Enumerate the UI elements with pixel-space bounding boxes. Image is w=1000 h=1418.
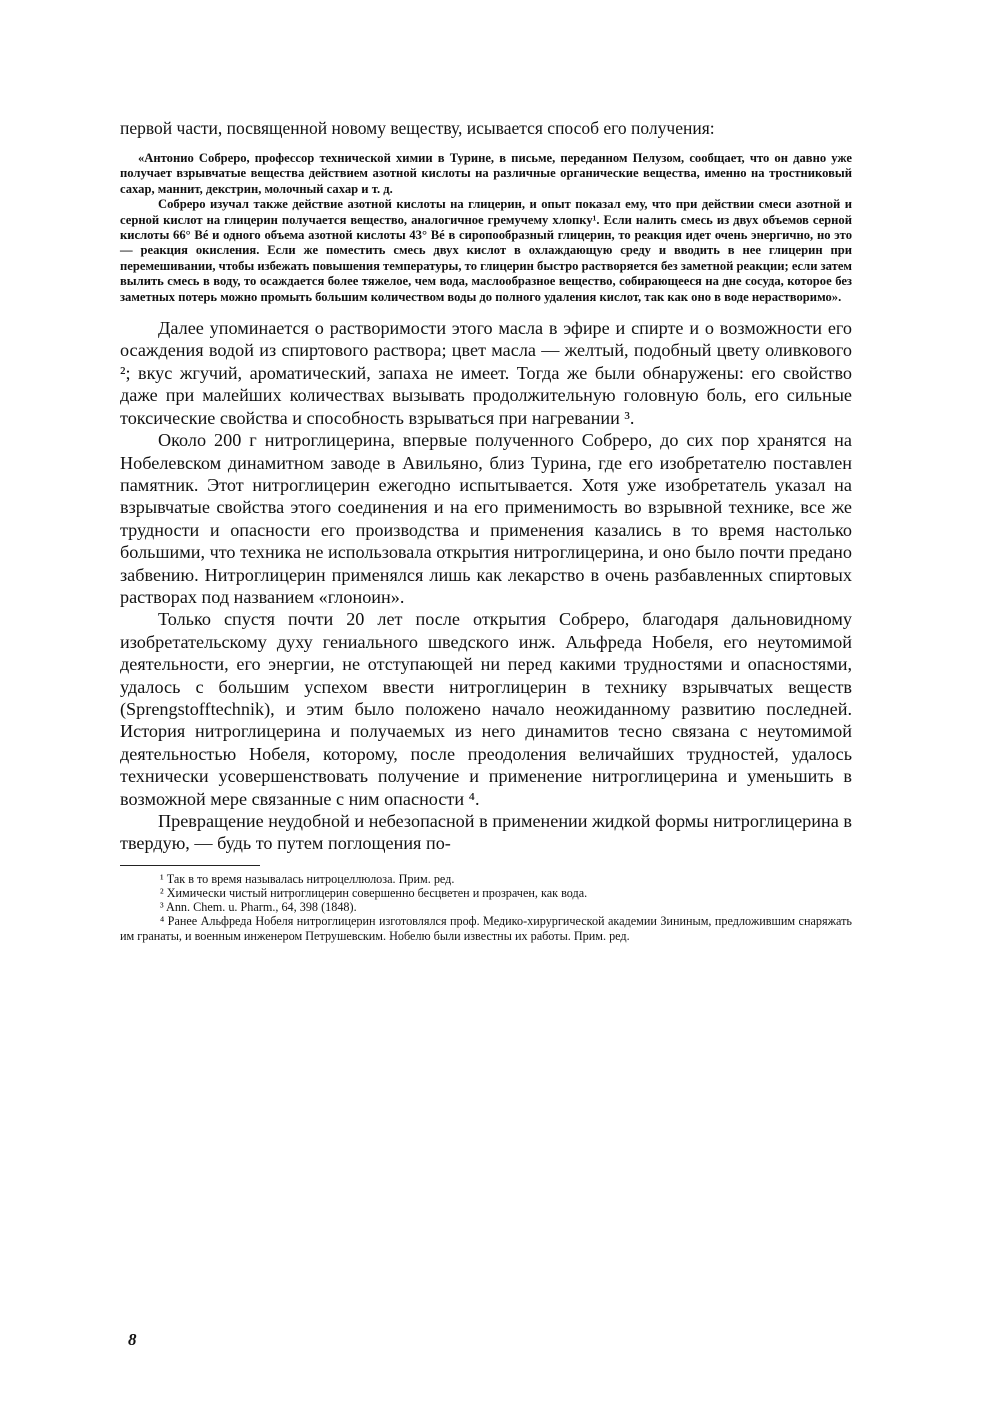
- footnote: ² Химически чистый нитроглицерин совершенно бесцветен и прозрачен, как вода.: [160, 886, 588, 901]
- footnote-separator: [120, 865, 260, 866]
- page-number: 8: [128, 1330, 137, 1349]
- footnotes: [120, 872, 852, 943]
- body-paragraph: Только спустя почти 20 лет после открытия Собреро, благодаря дальновидному изобретательскому духу гениального шведского инж. Альфреда Нобеля, его неутомимой деятельности, его энергии, не отступающей ни перед какими трудностями и опасностями, удалось с большим успехом ввести нитроглицерин в технику взрывчатых веществ (Sprengstofftechnik), и этим было положено начало неожиданному развитию последней. История нитроглицерина и получаемых из него динамитов тесно связана с неутомимой деятельностью Нобеля, которому, после преодоления величайших трудностей, удалось технически усовершенствовать получение и применение нитроглицерина и уменьшить в возможной мере связанные с ним опасности ⁴.: [120, 609, 852, 809]
- footnote: ¹ Так в то время называлась нитроцеллюлоза. Прим. ред.: [160, 871, 455, 886]
- quotation-block: [120, 151, 852, 305]
- body-paragraph: Около 200 г нитроглицерина, впервые полученного Собреро, до сих пор хранятся на Нобелевском динамитном заводе в Авильяно, близ Турина, где его изобретателю поставлен памятник. Этот нитроглицерин ежегодно испытывается. Хотя уже изобретатель указал на взрывчатые свойства этого соединения и на его применимость во взрывной технике, все же трудности и опасности его производства и применения казались в то время настолько большими, что техника не использовала открытия нитроглицерина, и оно было почти предано забвению. Нитроглицерин применялся лишь как лекарство в очень разбавленных спиртовых растворах под названием «глоноин».: [120, 430, 852, 607]
- intro-text: первой части, посвященной новому веществу, исывается способ его получения:: [120, 118, 715, 138]
- page-content: [120, 118, 852, 943]
- footnote: ³ Ann. Chem. u. Pharm., 64, 398 (1848).: [160, 900, 357, 915]
- body-paragraph: Далее упоминается о растворимости этого масла в эфире и спирте и о возможности его осаждения водой из спиртового раствора; цвет масла — желтый, подобный цвету оливкового ²; вкус жгучий, ароматический, запаха не имеет. Тогда же были обнаружены: его свойство даже при малейших количествах вызывать продолжительную головную боль, его сильные токсические свойства и способность взрываться при нагревании ³.: [120, 318, 852, 428]
- body-text: [120, 317, 852, 855]
- quote-paragraph: «Антонио Собреро, профессор технической химии в Турине, в письме, переданном Пелузом, сообщает, что он давно уже получает взрывчатые вещества действием азотной кислоты на различные органические вещества, именно на тростниковый сахар, маннит, декстрин, молочный сахар и т. д.: [120, 151, 852, 196]
- quote-paragraph: Собреро изучал также действие азотной кислоты на глицерин, и опыт показал ему, что при действии смеси азотной и серной кислот на глицерин получается вещество, аналогичное гремучему хлопку¹. Если налить смесь из двух объемов серной кислоты 66° Bé и одного объема азотной кислоты 43° Bé в сиропообразный глицерин, то реакция идет очень энергично, но это — реакция окисления. Если же поместить смесь двух кислот в охлаждающую среду и вводить в нее глицерин при перемешивании, чтобы избежать повышения температуры, то глицерин быстро растворяется без заметной реакции; если затем вылить смесь в воду, то осаждается более тяжелое, чем вода, маслообразное вещество, собирающееся на дне сосуда, которое без заметных потерь можно промыть большим количеством воды до полного удаления кислот, так как оно в воде нерастворимо».: [120, 197, 853, 304]
- footnote: ⁴ Ранее Альфреда Нобеля нитроглицерин изготовлялся проф. Медико-хирургической академии Зининым, предложившим снаряжать им гранаты, и военным инженером Петрушевским. Нобелю были известны их работы. Прим. ред.: [120, 914, 852, 943]
- body-paragraph: Превращение неудобной и небезопасной в применении жидкой формы нитроглицерина в твердую, — будь то путем поглощения по-: [120, 811, 852, 854]
